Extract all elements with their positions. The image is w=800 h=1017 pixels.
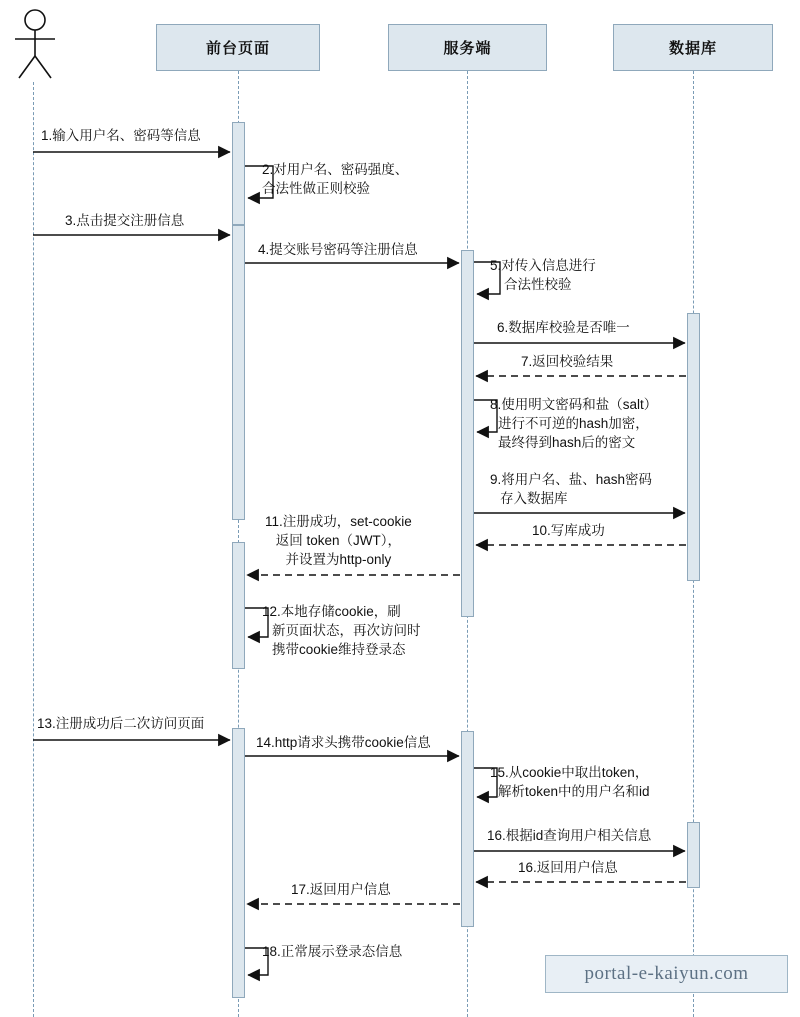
message-16b-label: 16.返回用户信息 bbox=[518, 860, 618, 875]
message-2-label bbox=[262, 160, 408, 198]
watermark bbox=[545, 955, 788, 993]
message-17-label: 17.返回用户信息 bbox=[291, 882, 391, 897]
message-4-label: 4.提交账号密码等注册信息 bbox=[258, 242, 418, 257]
message-12-line2: 新页面状态，再次访问时 bbox=[272, 623, 421, 638]
message-8-label bbox=[490, 395, 657, 452]
message-12-line3: 携带cookie维持登录态 bbox=[272, 642, 406, 657]
message-14-label: 14.http请求头携带cookie信息 bbox=[256, 735, 431, 750]
message-9-label bbox=[490, 470, 652, 508]
message-6-label: 6.数据库校验是否唯一 bbox=[497, 320, 630, 335]
message-15-label bbox=[490, 763, 650, 801]
watermark-text: portal-e-kaiyun.com bbox=[584, 963, 749, 984]
message-12-label bbox=[262, 602, 421, 659]
message-8-line2: 进行不可逆的hash加密， bbox=[498, 416, 649, 431]
message-5-line2: 合法性校验 bbox=[504, 277, 572, 292]
message-1-label: 1.输入用户名、密码等信息 bbox=[41, 128, 201, 143]
message-2-line2: 合法性做正则校验 bbox=[262, 181, 370, 196]
message-2-line1: 2.对用户名、密码强度、 bbox=[262, 162, 409, 177]
message-9-line2: 存入数据库 bbox=[500, 491, 568, 506]
message-11-line3: 并设置为http-only bbox=[285, 552, 392, 567]
message-10-label: 10.写库成功 bbox=[532, 523, 605, 538]
message-8-line1: 8.使用明文密码和盐（salt） bbox=[490, 397, 658, 412]
message-9-line1: 9.将用户名、盐、hash密码 bbox=[490, 472, 653, 487]
message-5-line1: 5.对传入信息进行 bbox=[490, 258, 596, 273]
participant-frontend-label: 前台页面 bbox=[205, 40, 270, 57]
message-7-label: 7.返回校验结果 bbox=[521, 354, 614, 369]
message-11-label bbox=[265, 512, 412, 569]
participant-database-label: 数据库 bbox=[668, 40, 717, 57]
message-8-line3: 最终得到hash后的密文 bbox=[498, 435, 636, 450]
message-3-label: 3.点击提交注册信息 bbox=[65, 213, 185, 228]
message-12-line1: 12.本地存储cookie，刷 bbox=[262, 604, 401, 619]
message-18-label: 18.正常展示登录态信息 bbox=[262, 944, 403, 959]
message-16-label: 16.根据id查询用户相关信息 bbox=[487, 828, 652, 843]
message-15-line1: 15.从cookie中取出token， bbox=[490, 765, 649, 780]
message-13-label: 13.注册成功后二次访问页面 bbox=[37, 716, 205, 731]
message-5-label bbox=[490, 256, 596, 294]
participant-server-label: 服务端 bbox=[443, 40, 492, 57]
message-11-line1: 11.注册成功，set-cookie bbox=[265, 514, 412, 529]
message-11-line2: 返回 token（JWT）， bbox=[275, 533, 402, 548]
message-15-line2: 解析token中的用户名和id bbox=[498, 784, 650, 799]
